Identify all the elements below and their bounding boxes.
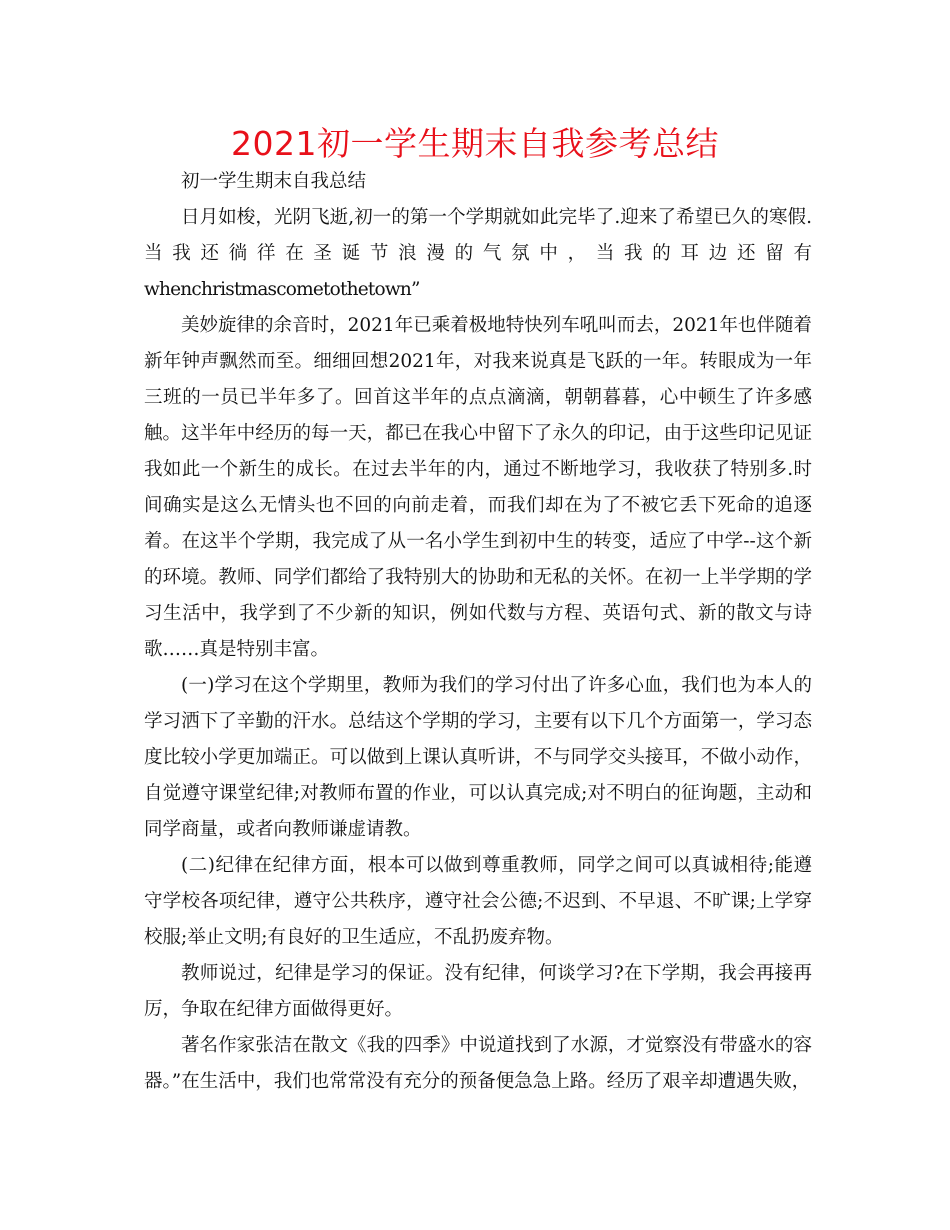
- paragraph-author-quote: 著名作家张洁在散文《我的四季》中说道找到了水源，才觉察没有带盛水的容器。”在生活中，我们也常常没有充分的预备便急急上路。经历了艰辛却遭遇失败，: [144, 1035, 812, 1092]
- paragraph-study: (一)学习在这个学期里，教师为我们的学习付出了许多心血，我们也为本人的学习洒下了辛勤的汗水。总结这个学期的学习，主要有以下几个方面第一，学习态度比较小学更加端正。可以做到上课认真听讲，不与同学交头接耳，不做小动作，自觉遵守课堂纪律;对教师布置的作业，可以认真完成;对不明白的征询题，主动和同学商量，或者向教师谦虚请教。: [144, 675, 812, 840]
- document-title: 2021初一学生期末自我参考总结: [231, 124, 719, 163]
- paragraph-discipline: (二)纪律在纪律方面，根本可以做到尊重教师，同学之间可以真诚相待;能遵守学校各项纪律，遵守公共秩序，遵守社会公德;不迟到、不早退、不旷课;上学穿校服;举止文明;有良好的卫生适应，不乱扔废弃物。: [144, 855, 812, 948]
- paragraph-subtitle: 初一学生期末自我总结: [181, 171, 367, 192]
- paragraph-reflection: 美妙旋律的余音时，2021年已乘着极地特快列车吼叫而去，2021年也伴随着新年钟声飘然而至。细细回想2021年，对我来说真是飞跃的一年。转眼成为一年三班的一员已半年多了。回首这半年的点点滴滴，朝朝暮暮，心中顿生了许多感触。这半年中经历的每一天，都已在我心中留下了永久的印记，由于这些印记见证我如此一个新生的成长。在过去半年的内，通过不断地学习，我收获了特别多.时间确实是这么无情头也不回的向前走着，而我们却在为了不被它丢下死命的追逐着。在这半个学期，我完成了从一名小学生到初中生的转变，适应了中学--这个新的环境。教师、同学们都给了我特别大的协助和无私的关怀。在初一上半学期的学习生活中，我学到了不少新的知识，例如代数与方程、英语句式、新的散文与诗歌……真是特别丰富。: [144, 315, 812, 660]
- paragraph-intro: 日月如梭，光阴飞逝,初一的第一个学期就如此完毕了.迎来了希望已久的寒假.当我还徜徉在圣诞节浪漫的气氛中，当我的耳边还留有: [144, 207, 812, 264]
- paragraph-english-phrase: whenchristmascometothetown”: [144, 279, 420, 300]
- document-body: [144, 164, 812, 1100]
- paragraph-teacher-quote: 教师说过，纪律是学习的保证。没有纪律，何谈学习?在下学期，我会再接再厉，争取在纪律方面做得更好。: [144, 963, 812, 1020]
